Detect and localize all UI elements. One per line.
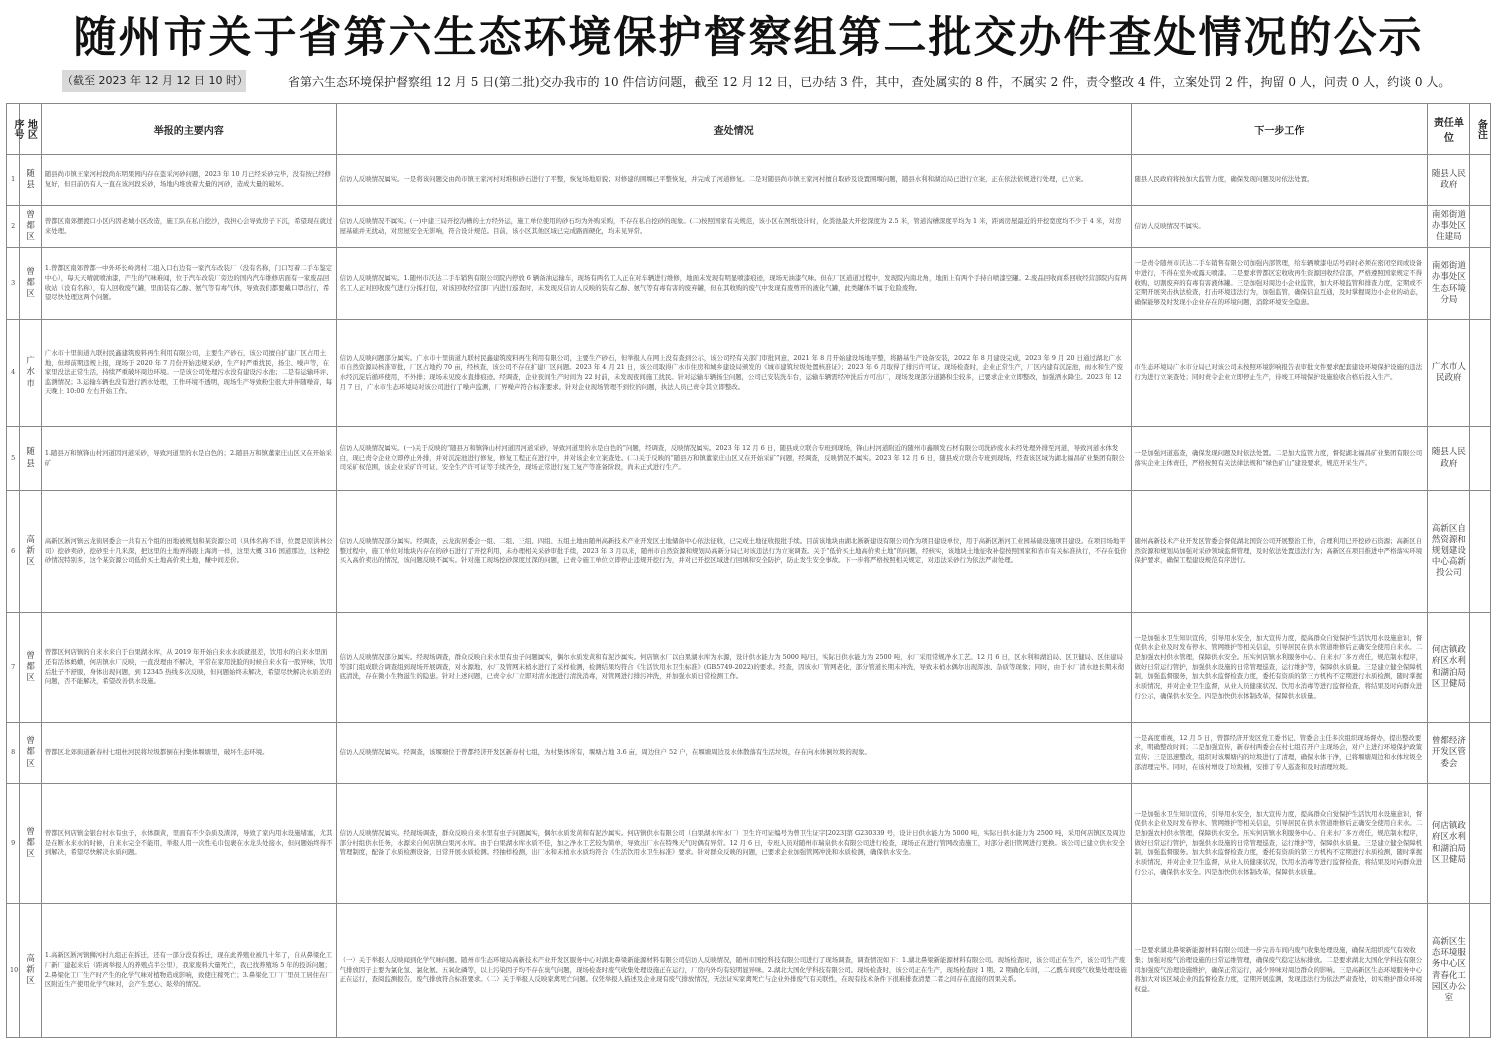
row-area: 高新区 xyxy=(20,491,42,613)
table-row xyxy=(7,320,1491,427)
row-unit: 随县人民政府 xyxy=(1428,427,1470,491)
header-report: 举报的主要内容 xyxy=(41,104,336,155)
row-note xyxy=(1470,491,1491,613)
row-next: 一是责令随州市沃达二手车销售有限公司加强内部管理，给车辆喷漆电话号码时必须在密闭空间或设备中进行，不得在室外或露天喷漆。二是要求曾都区宏收收再生资源回收经营部，严格遵照国家规定不得收购、切割废弃的有毒有害液体罐。三是加强对周边小企业监管，加大环境监管和排查力度，定期或不定期开展突击执法检查，打击环境违法行为，加强监管，确保信息互通，及时掌握周边小企业的动态，确保能够及时发现小企业存在的环境问题，消除环境安全隐患。 xyxy=(1131,248,1428,320)
row-unit: 高新区生态环境服务中心区青春化工园区办公室 xyxy=(1428,904,1470,1038)
row-no: 4 xyxy=(7,320,20,427)
table-row xyxy=(7,784,1491,904)
row-note xyxy=(1470,784,1491,904)
header-note: 备注 xyxy=(1470,104,1491,155)
page-title: 随州市关于省第六生态环境保护督察组第二批交办件查处情况的公示 xyxy=(73,13,1424,63)
header-area: 地区 xyxy=(20,104,42,155)
row-note xyxy=(1470,723,1491,784)
table-row xyxy=(7,723,1491,784)
table-row xyxy=(7,206,1491,248)
row-unit: 南郊街道办事处区生态环境分局 xyxy=(1428,248,1470,320)
row-investigation: 信访人反映情况属实。经调查，该堰塘位于曾都经济开发区新春村七组，为村集体所有，堰塘占地 3.6 亩，周边住户 52 户，在堰塘周边及水体散落有生活垃圾，存在向水体倒垃圾的现象。 xyxy=(336,723,1131,784)
row-next: 市生态环境局广水市分局已对该公司未按照环境影响报告表审批文件要求配套建设环境保护设施的违法行为进行立案查处；同时责令企业立即停止生产，待竣工环境保护设施验收合格后投入生产。 xyxy=(1131,320,1428,427)
row-report: 广水市十里街道九联村民鑫建筑废料再生利用有限公司，主要生产砂石，该公司擅自扩建厂区占用土地，但却前期违规上报，现场于 2020 年 7 月份开始违规采砂，生产时严重扰民，扬尘、噪声等，在家里没法正常生活，持续严重破坏周边环境。一是该公司处理污水没有建设污水池；二是有运输环评、监测情况；3.运输车辆也没有进行洒水处理，工作环境不透明，现场生产导致粉尘很大并伴随噪音，每天晚上 10:00 左右开始工作。 xyxy=(41,320,336,427)
header-next: 下一步工作 xyxy=(1131,104,1428,155)
row-report: 曾都区南郊摆渡口小区内因老城小区改造，施工队在私自挖沙，我担心会导致房子下沉，希望现在就过来处理。 xyxy=(41,206,336,248)
row-note xyxy=(1470,427,1491,491)
row-next: 一是加强河道巡查，确保发现问题及时依法处置。二是加大监管力度，督促湖北福昌矿业集团有限公司落实企业主体责任，严格按照有关法律法规和“绿色矿山”建设要求，规范开采生产。 xyxy=(1131,427,1428,491)
row-unit: 广水市人民政府 xyxy=(1428,320,1470,427)
row-next: 一是要求湖北鼻梁新能源材料有限公司进一步完善车间内废气收集处理设施，确保无组织废气有效收集；加强对废气治理设施的日常运维管理，确保废气稳定达标排放。二是要求湖北大国化学科技有限公司加强废气治理设施维护，确保正常运行，减少异味对周边群众的影响。三是高新区生态环境服务中心将加大对该区域企业的监督检查力度，定期开展监测，发现违法行为依法严肃查处，切实维护群众环境权益。 xyxy=(1131,904,1428,1038)
header-unit: 责任单位 xyxy=(1428,104,1470,155)
header-investigation: 查处情况 xyxy=(336,104,1131,155)
row-area: 广水市 xyxy=(20,320,42,427)
row-area: 曾都区 xyxy=(20,613,42,723)
row-area: 随县 xyxy=(20,427,42,491)
row-unit: 何店镇政府区水利和湖泊局区卫健局 xyxy=(1428,613,1470,723)
row-unit: 高新区自然资源和规划建设中心高新投公司 xyxy=(1428,491,1470,613)
row-area: 随县 xyxy=(20,155,42,206)
table-row xyxy=(7,427,1491,491)
row-unit: 何店镇政府区水利和湖泊局区卫健局 xyxy=(1428,784,1470,904)
row-investigation: 信访人反映情况属实。1.随州市沃达二手车销售有限公司院内停放 6 辆备油运输车，现场有两名工人正在对车辆进行维修，地面未发现有明显喷漆痕迹，现场无油漆气味。但在厂区道道过程中，发现院内南北角，地面上有两个手持自喷漆空罐。2.废品回收商系回收经营部院内有两名工人正对回收废气进行分拣打包，对该回收经营部厂内进行巡查时，未发现反信访人反映的装有乙醇、氨气等有毒有害的废弃罐，但在其收购的废气中发现有废剪开的液化气罐，此类罐体不属于危险废物。 xyxy=(336,248,1131,320)
row-report: 1.高新区淅河镇狮河村九组正在拆迁，还有一部分没有拆迁，现在此养殖业被几十年了，自从鼻梁化工厂新厂建起来后（距离举报人的养殖点半公里），我家废料大量死亡，我已找养殖场 5 年的投诉问题；2.鼻梁化工厂生产时产生的化学气味对植物造成影响，致使庄稼死亡；3.鼻梁化工厂厂里员工居住在厂区附近生产使用化学气味对，会产生恶心、眩晕的情况。 xyxy=(41,904,336,1038)
table-row xyxy=(7,248,1491,320)
row-area: 高新区 xyxy=(20,904,42,1038)
row-next: 随州高新技术产业开发区管委会督促湖北国资公司开展整治工作，合理利用已开挖砂石资源；高新区自然资源和规划局加强对采砂领域监督管理，及时依法处置违法行为；高新区在项目推进中严格落实环境保护要求，确保工程建设规范有序进行。 xyxy=(1131,491,1428,613)
row-investigation: 信访人反映情况属实。经现场调查，群众反映自来水里有虫子问题属实，偶尔水质发黄和有泥沙属实。何店镇供水有限公司（白果湖水库水厂）卫生许可证编号为曾卫生证字[2023]第 G230339 号，设计日供水能力为 5000 吨，实际日供水能力为 2500 吨，采用何店镇区及周边部分村组供水任务，水源来自何店镇白果河水库。由于白果湖水库水质不佳，加之净水工艺较为简单，导致出厂水在特殊天气时偶有异常。12 月 6 日，专班人员对随州市瑞泉供水有限公司进行检查，现场正在进行管网改造施工，对部分老旧管网进行更换。该公司已建立供水安全管理制度，配备了水质检测设备，日常开展水质检测。经抽样检测，出厂水和末梢水水质均符合《生活饮用水卫生标准》要求。针对群众反映的问题，已要求企业加强管网冲洗和水质检测，确保供水安全。 xyxy=(336,784,1131,904)
row-investigation: 信访人反映情况部分属实。经现场调查，群众反映自来水里有虫子问题属实，偶尔水质发黄和有泥沙属实。何店镇水厂以白果湖水库为水源，设计供水能力为 5000 吨/日，实际日供水能力为 2500 吨，水厂采用常规净水工艺。12 月 6 日，区水利和湖泊局、区卫健局、区住建局等部门组成联合调查组到现场开展调查，对水源地、水厂及管网末梢水进行了采样检测，检测结果均符合《生活饮用水卫生标准》(GB5749-2022)的要求。经查，因该水厂管网老化，部分管道长期未冲洗，导致末梢水偶尔出现浑浊、杂质等现象；同时，由于水厂清水池长期未彻底清洗，存在微小生物滋生的隐患。针对上述问题，已责令水厂立即对清水池进行清洗消毒，对管网进行排污冲洗，并加强水质日常检测工作。 xyxy=(336,613,1131,723)
row-next: 信访人反映情况不属实。 xyxy=(1131,206,1428,248)
row-next: 一是高度重视，12 月 5 日，曾都经济开发区党工委书记、管委会主任多次组织现场督办，提出整改要求，明确整改时间；二是加强宣传，新春村两委会在村七组召开户主现场会，对户主进行环境保护政策宣传；三是迅速整改，组织对该堰塘内的垃圾进行了清理，确保水体干净，已将堰塘周边和水体垃圾全部清理完毕。同时，在该村增设了垃圾桶，安排了专人巡查和及时清理垃圾。 xyxy=(1131,723,1428,784)
summary-text: 省第六生态环境保护督察组 12 月 5 日(第二批)交办我市的 10 件信访问题，截至 12 月 12 日，已办结 3 件，其中，查处属实的 8 件，不属实 2 件，责令整改 4 件，立案处罚 2 件，拘留 0 人，问责 0 人，约谈 0 人。 xyxy=(288,75,1451,89)
row-next: 随县人民政府将按加大监管力度，确保发现问题及时依法处置。 xyxy=(1131,155,1428,206)
row-no: 1 xyxy=(7,155,20,206)
row-note xyxy=(1470,613,1491,723)
row-unit: 随县人民政府 xyxy=(1428,155,1470,206)
row-report: 曾都区何店镇金银台村水有虫子，水体颜黄，里面有不少杂质及渣滓，导致了家内用水设施堵塞，尤其是在断水来水的时候，自来水完全不能用，举报人用一次性毛巾包裹在水龙头处接水，但问题始终得不到解决，希望尽快解决水质问题。 xyxy=(41,784,336,904)
table-row xyxy=(7,904,1491,1038)
row-area: 曾都区 xyxy=(20,784,42,904)
row-no: 2 xyxy=(7,206,20,248)
date-badge: （截至 2023 年 12 月 12 日 10 时） xyxy=(62,70,246,92)
table-header-row xyxy=(7,104,1491,155)
row-next: 一是加强水卫生知识宣传，引导用水安全，加大宣传力度，提高群众自觉保护生活饮用水设施意识，督促供水企业及时发布停水、管网维护等相关信息，引导居民在供水管道维修后正确安全使用自来水。二是加强农村供水管理，保障供水安全。压实何店镇水利服务中心、自来水厂多方责任，规范制水程序，做好日常运行管护，加强供水设施的日常管理巡查，运行维护等，保障供水质量。三是建立健全保障机制，加强监督服务，加大供水监督检查力度，委托有资质的第三方机构不定期进行水质检测，随时掌握水质情况，并对企业卫生监督，从业人员健康状况、饮用水消毒等进行监督检查，将结果及时向群众进行公示，确保供水安全。四是加快供水体制改革，保障供水质量。 xyxy=(1131,613,1428,723)
row-no: 8 xyxy=(7,723,20,784)
row-no: 7 xyxy=(7,613,20,723)
row-note xyxy=(1470,320,1491,427)
table-row xyxy=(7,491,1491,613)
row-report: 曾都区北郊街道新春村七组杜河民将垃圾都倒在村集体堰塘里，破坏生态环境。 xyxy=(41,723,336,784)
row-report: 曾都区何店镇的自来水来自于白果湖水库，从 2019 年开始自来水水质就很差，饮用水的自来水里面还有活体蚂蟥，何店镇水厂反映，一直没理由不解决，平常在家用洗脸的时候自来水有一股异味，饮用后肚子不舒服，身体出现问题，到 12345 热线多次反映，但问题始终未解决，希望尽快解决水质差的问题，否不能解决，希望改善供水设施。 xyxy=(41,613,336,723)
row-investigation: 信访人反映情况属实。一是将该问题交由尚市镇王家河村对堆积砂石进行了平整，恢复场地原貌；对修建的围堰已平整恢复，并完成了河道修复。二是对随县尚市镇王家河村擅自取砂及设置围堰问题，随县水利和湖泊局已进行立案，正在依法依规进行处理，已立案。 xyxy=(336,155,1131,206)
row-no: 3 xyxy=(7,248,20,320)
row-area: 曾都区 xyxy=(20,723,42,784)
row-note xyxy=(1470,155,1491,206)
row-note xyxy=(1470,206,1491,248)
cases-table xyxy=(6,103,1491,1038)
row-no: 10 xyxy=(7,904,20,1038)
row-report: 随县尚市镇王家河村段尚东明果园内存在盗采河砂问题，2023 年 10 月已经采砂完毕，没有按已经修复好，但目前仍有人一直在该河段采砂，场地内堆放着大量的河砂，造成大量的破坏。 xyxy=(41,155,336,206)
row-unit: 南郊街道办事处区住建局 xyxy=(1428,206,1470,248)
row-report: 1.曾都区南郊曾都一中外环长岭湾村二组入口右边有一家汽车改装厂（没有名称，门口写着二手车鉴定中心），每天天晴就喷油漆，产生的气味难闻，位于汽车改装厂旁边的国内汽车维修店面有一家废品回收站（没有名称），有人回收废气罐，里面装有乙醇、氨气等有毒气体，导致我们都要戴口罩出行，希望尽快处理这两个问题。 xyxy=(41,248,336,320)
row-unit: 曾都经济开发区管委会 xyxy=(1428,723,1470,784)
row-no: 9 xyxy=(7,784,20,904)
row-no: 5 xyxy=(7,427,20,491)
table-row xyxy=(7,155,1491,206)
subheader xyxy=(0,70,1497,94)
row-investigation: 信访人反映问题部分属实。广水市十里街道九联村民鑫建筑废料再生利用有限公司，主要生产砂石，但举报人在网上没有查到公示，该公司经有关部门审批同意，2021 年 8 月开始建设场地平整，将路基生产设备安装，2022 年 8 月建设完成，2023 年 9 月 20 日通过湖北广水市自然资源局核准审批，厂区占地约 70 亩，经核查，该公司不存在扩建厂区问题。2023 年 4 月 21 日，该公司取得广水市住房和城乡建设局颁发的《城市建筑垃圾处置核准证》；2023 年 6 月取得了排污许可证。现场检查时，企业正常生产，厂区内建有沉淀池，雨水和生产废水经沉淀后循环使用，不外排；现场未见废水直排痕迹。经调查，企业夜间生产时间为 22 时前，未发现夜间施工扰民。针对运输车辆扬尘问题，公司已安装洗车台，运输车辆需经冲洗后方可出厂，现场发现部分道路积尘较多，已要求企业立即整改，加强洒水降尘。2023 年 12 月 7 日，广水市生态环境局对该公司进行了噪声监测，厂界噪声符合标准要求。针对企业现场管理不到位的问题，执法人员已责令其立即整改。 xyxy=(336,320,1131,427)
row-investigation: 信访人反映情况部分属实。经调查，云龙街居委会一组、二组、三组、四组、五组土地由随州高新技术产业开发区土地储备中心依法征收，已完成土地征收报批手续。目前该地块由湖北淅新建设有限公司作为项目建设单位，用于高新区淅河工业园基础设施项目建设。在项目场地平整过程中，施工单位对地块内存在的砂石进行了开挖利用，未办理相关采砂审批手续，2023 年 3 月以来，随州市自然资源和规划局高新分局已对该违法行为立案调查。关于“低价买土地高价卖土地”的问题，经核实，该地块土地征收补偿按照国家和省市有关标准执行，不存在低价买入高价卖出的情况，该问题反映不属实。针对施工现场挖砂深度过深的问题，已责令施工单位立即停止违规开挖行为，并对已开挖区域进行回填和安全防护，防止发生安全事故。下一步将严格按照相关规定，对违法采砂行为依法严肃处理。 xyxy=(336,491,1131,613)
row-report: 高新区淅河镇云龙街居委会一共有五个组的田地被规划和某资源公司（具体名称不详，位置是原洪林公司）挖砂卖砂，挖砂至十几米深，把这里的土地弄得跟上海湾一样，这里大概 316 国道那边，这种挖砂情况特别多，这个某资源公司低价买土地高价卖土地，赚中间差价。 xyxy=(41,491,336,613)
row-note xyxy=(1470,904,1491,1038)
row-next: 一是加强水卫生知识宣传，引导用水安全，加大宣传力度，提高群众自觉保护生活饮用水设施意识，督促供水企业及时发布停水、管网维护等相关信息，引导居民在供水管道维修后正确安全使用自来水。二是加强农村供水管理，保障供水安全。压实何店镇水利服务中心、自来水厂多方责任，规范制水程序，做好日常运行管护，加强供水设施的日常管理巡查，运行维护等，保障供水质量。三是建立健全保障机制，加强监督服务。加大供水监督检查力度，委托有资质的第三方机构不定期进行水质检测，随时掌握水质情况，并对企业卫生监督，从业人员健康状况，饮用水消毒等进行监督检查，将结果及时向群众进行公示，确保供水安全。四是加快供水体制改革，保障供水质量。 xyxy=(1131,784,1428,904)
row-area: 曾都区 xyxy=(20,248,42,320)
row-note xyxy=(1470,248,1491,320)
header-no: 序号 xyxy=(7,104,20,155)
row-area: 曾都区 xyxy=(20,206,42,248)
row-report: 1.随县万和镇锋山村河道因河道采砂，导致河道里的水是白色的；2.随县万和镇董家庄山区又在开始采矿 xyxy=(41,427,336,491)
row-investigation: 信访人反映情况不属实。(一)中建三局开挖沟槽的土方经外运，施工单位使用的砂石均为外购采购，不存在私自挖砂的现象。(二)按照国家有关规范，该小区在图纸设计时，化粪池最大开挖深度为 2.5 米，管道沟槽深度平均为 1 米，距离房屋最近的开挖宽度均不少于 4 米，对房屋基础并无扰动，对房屋安全无影响，符合设计规范。目前，该小区其他区域已完成路面硬化，均未见异常。 xyxy=(336,206,1131,248)
table-row xyxy=(7,613,1491,723)
row-investigation: （一）关于举报人反映闻到化学气味问题。随州市生态环境局高新技术产业开发区服务中心对湖北鼻梁新能源材料有限公司信访人反映情况，随州市国控科技有限公司进行了现场调查，调查情况如下：1.湖北鼻梁新能源材料有限公司。现场检查时，该公司正在生产，该公司生产废气排放因子主要为氯化氢、氯化氨、五氧化磷等，以上污染因子均不存在臭气问题，现场检查时废气收集处理设施正在运行，厂房内外均有较明显异味。2.湖北大国化学科技有限公司。现场检查时，该公司正在生产，现场检查时 1 期、2 期确化车间，二乙酰车间废气收集处理设施正在运行，查阅监测报告，废气排放符合标准要求。（二）关于举报人反映家禽死亡问题。仅凭举报人描述及企业现有废气排放情况，无法证实家禽死亡与企业外排废气有关联性，在现有技术条件下很难排查清楚二者之间存在直接的因果关系。 xyxy=(336,904,1131,1038)
row-investigation: 信访人反映情况属实。(一)关于反映的“随县万和镇锋山村河道因河道采砂，导致河道里的水是白色的”问题，经调查，反映情况属实。2023 年 12 月 6 日，随县成立联合专班到现场，锋山村河道附近的随州市鑫顺发石材有限公司洗砂废水未经处理外排至河道，导致河道水体发白，现已责令企业立即停止外排，并对沉淀池进行修复，修复工程正在进行中，并对该企业立案查处。(二)关于反映的“随县万和镇董家庄山区又在开始采矿”问题，经调查，反映情况不属实。2023 年 12 月 6 日，随县成立联合专班到现场，经查该区域为湖北福昌矿业集团有限公司采矿权范围，该企业采矿许可证、安全生产许可证等手续齐全，现场正常进行复工复产等准备阶段，尚未正式进行生产。 xyxy=(336,427,1131,491)
row-no: 6 xyxy=(7,491,20,613)
